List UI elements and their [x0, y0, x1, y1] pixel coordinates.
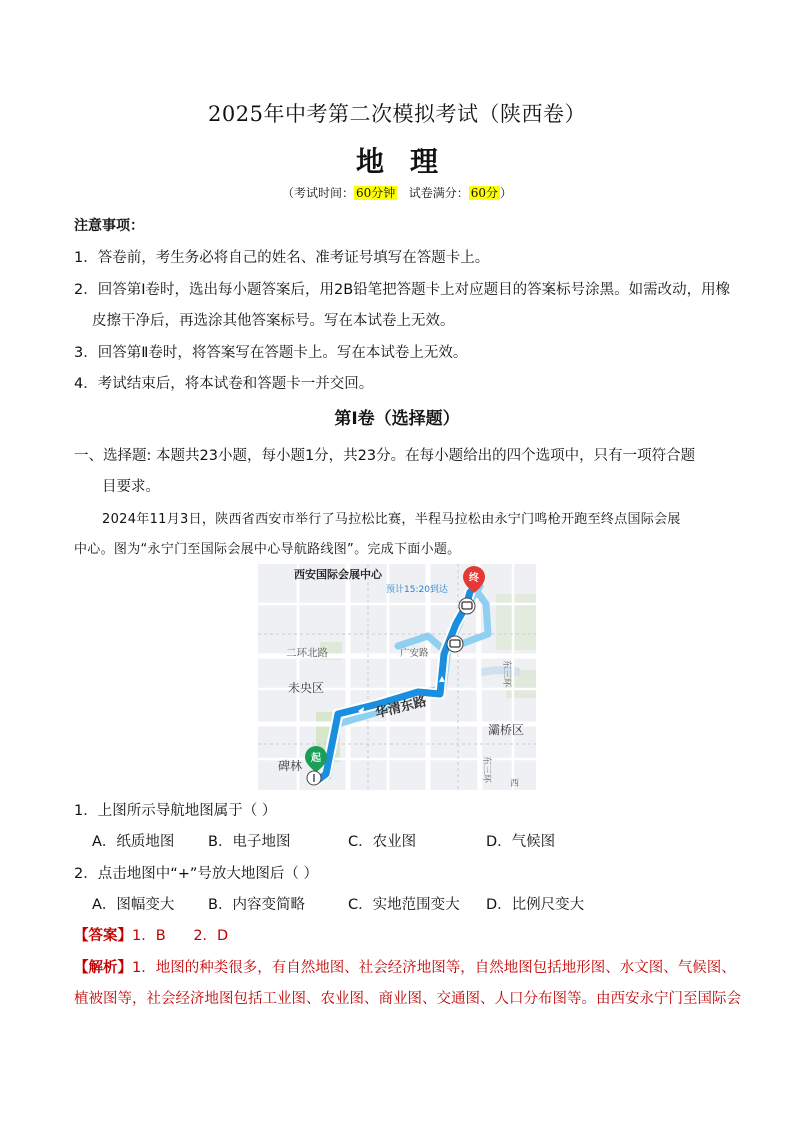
passage-line-2: 中心。图为“永宁门至国际会展中心导航路线图”。完成下面小题。 [74, 542, 461, 557]
start-marker-label: 起 [311, 753, 321, 764]
analysis-line-2: 植被图等，社会经济地图包括工业图、农业图、商业图、交通图、人口分布图等。由西安永宁门至国际会 [74, 991, 741, 1007]
exam-info-suffix: ） [500, 186, 513, 200]
notice-item-2: 2．回答第Ⅰ卷时，选出每小题答案后，用2B铅笔把答题卡上对应题目的答案标号涂黑。如需改动，用橡 [74, 282, 731, 298]
section-instruction-cont: 目要求。 [102, 479, 160, 495]
walk-icon [307, 771, 321, 785]
question-2-stem: 2．点击地图中“+”号放大地图后（ ） [74, 866, 319, 882]
q1-option-a: A．纸质地图 [92, 834, 175, 850]
notice-item-4: 4．考试结束后，将本试卷和答题卡一并交回。 [74, 376, 374, 392]
metro-icon [459, 598, 475, 614]
q2-option-b: B．内容变简略 [208, 897, 305, 913]
notice-item-2-cont: 皮擦干净后，再选涂其他答案标号。写在本试卷上无效。 [92, 313, 455, 329]
map-label-west: 西 [510, 779, 520, 789]
map-label-weiyang: 未央区 [288, 681, 325, 695]
q2-option-a: A．图幅变大 [92, 897, 175, 913]
answer-text: 1．B 2．D [132, 928, 229, 944]
notice-item-3: 3．回答第Ⅱ卷时，将答案写在答题卡上。写在本试卷上无效。 [74, 345, 468, 361]
map-label-beilin: 碑林 [278, 759, 303, 773]
map-label-huaqing: 华清东路 [373, 694, 429, 722]
map-label-ring-north: 二环北路 [286, 647, 328, 659]
map-label-east-ring-2: 东三环 [481, 756, 491, 784]
analysis-text-1: 1．地图的种类很多，有自然地图、社会经济地图等，自然地图包括地形图、水文图、气候图、 [132, 960, 736, 976]
section-title: 第Ⅰ卷（选择题） [334, 409, 460, 429]
q1-option-c: C．农业图 [348, 834, 417, 850]
navigation-map [258, 564, 536, 790]
exam-info-middle: 试卷满分： [408, 186, 469, 200]
passage-line-1: 2024年11月3日，陕西省西安市举行了马拉松比赛，半程马拉松由永宁门鸣枪开跑至终点国际会展 [102, 512, 681, 527]
analysis-tag: 【解析】 [74, 960, 132, 976]
map-label-east-ring: 东三环 [501, 660, 511, 688]
map-label-guangan: 广安路 [400, 648, 429, 659]
exam-info [0, 184, 794, 201]
q1-option-d: D．气候图 [486, 834, 556, 850]
q2-option-c: C．实地范围变大 [348, 897, 460, 913]
end-marker-label: 终 [469, 573, 479, 584]
map-label-baqiao: 灞桥区 [488, 723, 525, 737]
exam-time: 60分钟 [355, 186, 396, 200]
map-eta: 预计15:20到达 [386, 585, 448, 595]
subject-title: 地理 [355, 145, 464, 178]
section-instruction: 一、选择题: 本题共23小题，每小题1分，共23分。在每小题给出的四个选项中，只有一项符合题 [74, 448, 696, 464]
map-destination: 西安国际会展中心 [294, 568, 382, 581]
answer-tag: 【答案】 [74, 928, 132, 944]
notice-heading: 注意事项： [74, 218, 144, 234]
exam-score: 60分 [470, 186, 499, 200]
question-1-stem: 1．上图所示导航地图属于（ ） [74, 803, 277, 819]
notice-item-1: 1．答卷前，考生务必将自己的姓名、准考证号填写在答题卡上。 [74, 250, 490, 266]
q2-option-d: D．比例尺变大 [486, 897, 585, 913]
answer-line [74, 924, 228, 945]
exam-title: 2025年中考第二次模拟考试（陕西卷） [208, 102, 586, 126]
analysis-line-1 [74, 956, 736, 977]
bus-icon [447, 636, 463, 652]
exam-info-prefix: （考试时间： [281, 186, 354, 200]
q1-option-b: B．电子地图 [208, 834, 291, 850]
